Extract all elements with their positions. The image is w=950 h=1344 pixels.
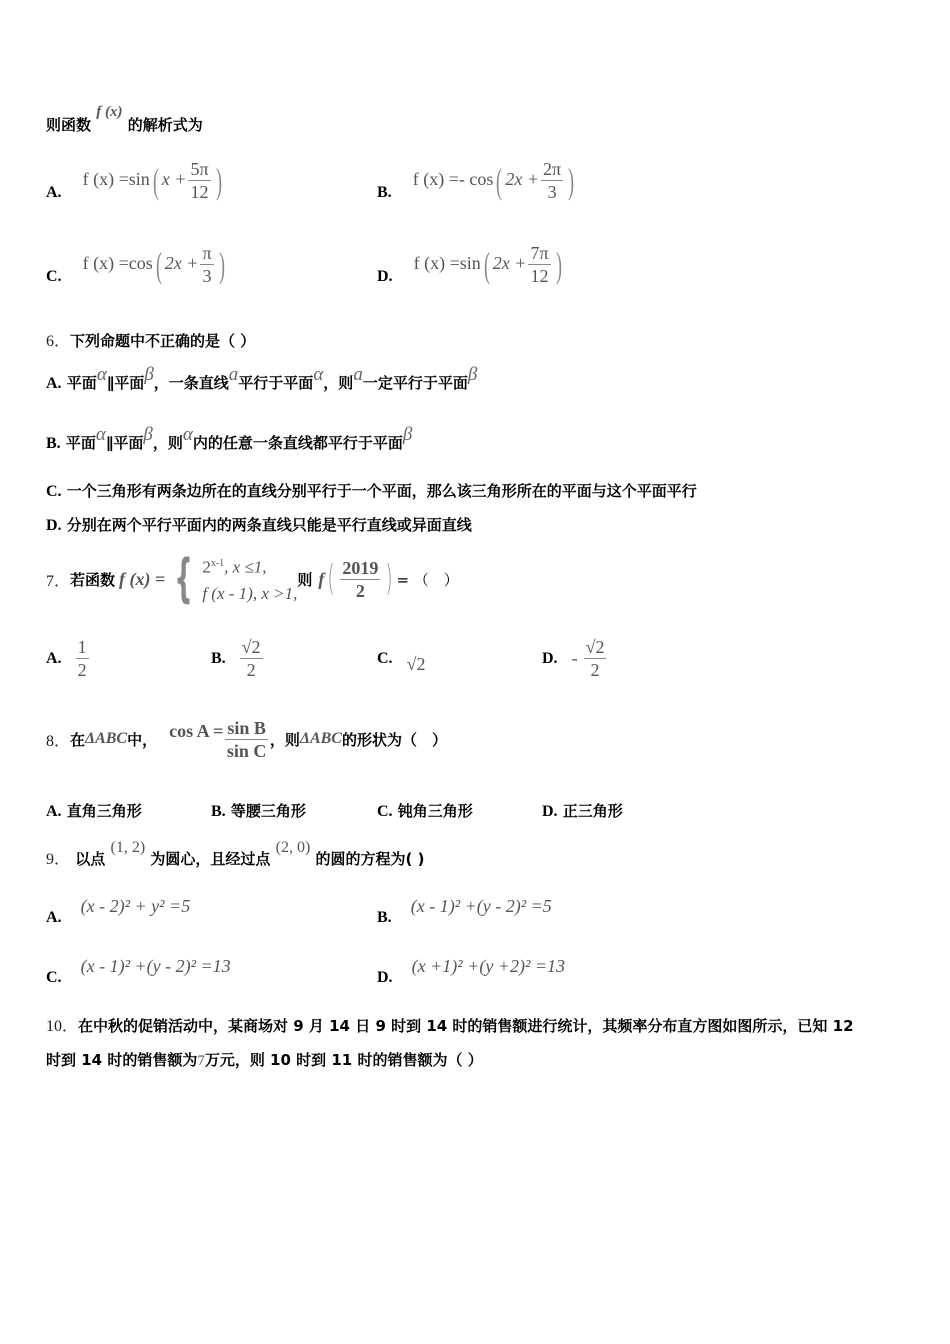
q9-stem: 9． 以点 (1, 2) 为圆心，且经过点 (2, 0) 的圆的方程为( ) — [46, 839, 425, 868]
brace-icon: { — [174, 549, 194, 609]
q9-option-a[interactable]: A. (x - 2)² + y² =5 — [46, 896, 191, 926]
q7-option-c[interactable]: C. √2 — [377, 649, 426, 674]
q6-option-a[interactable]: A. 平面α∥平面β，一条直线a平行于平面α，则a一定平行于平面β — [46, 364, 478, 392]
q9-option-d[interactable]: D. (x +1)² +(y +2)² =13 — [377, 956, 565, 986]
q7-stem: 7． 若函数 f (x) = { 2$^{x-1}$, x ≤1, f (x - 1), x >1, 则 f ( $\frac{2019}{2}$ ) = （ ） — [46, 549, 459, 609]
q8-option-d[interactable]: D. 正三角形 — [542, 802, 623, 820]
q5-option-a[interactable]: A. f (x) =sin( x + $\frac{5\pi}{12}$ ) — [46, 159, 222, 202]
q8-option-b[interactable]: B. 等腰三角形 — [211, 802, 306, 820]
q8-option-c[interactable]: C. 钝角三角形 — [377, 802, 473, 820]
q8-stem: 8． 在 ΔABC 中， cos A = $\frac{\text{sin B}}{\text{sin C}}$ ，则 ΔABC 的形状为（ ） — [46, 717, 447, 761]
q6-stem: 6．下列命题中不正确的是（ ） — [46, 332, 256, 350]
q5-option-c[interactable]: C. f (x) =cos( 2x + $\frac{\pi}{3}$ ) — [46, 243, 225, 286]
q7-option-b[interactable]: B. $\frac{√2}{2}$ — [211, 637, 261, 680]
q5-option-d[interactable]: D. f (x) =sin( 2x + $\frac{7\pi}{12}$ ) — [377, 243, 562, 286]
q6-option-d[interactable]: D. 分别在两个平行平面内的两条直线只能是平行直线或异面直线 — [46, 516, 472, 534]
q5-option-b[interactable]: B. f (x) =- cos( 2x + $\frac{2\pi}{3}$ ) — [377, 159, 575, 202]
q6-option-b[interactable]: B. 平面α∥平面β，则α内的任意一条直线都平行于平面β — [46, 424, 413, 452]
q10-stem-line2: 时到 14 时的销售额为7万元，则 10 时到 11 时的销售额为（ ） — [46, 1051, 483, 1069]
q7-option-d[interactable]: D. - $\frac{√2}{2}$ — [542, 637, 605, 680]
q10-stem-line1: 10．在中秋的促销活动中，某商场对 9 月 14 日 9 时到 14 时的销售额进行统计，其频率分布直方图如图所示，已知 12 — [46, 1017, 854, 1035]
q5-stem: 则函数 f (x) 的解析式为 — [46, 104, 203, 134]
q8-option-a[interactable]: A. 直角三角形 — [46, 802, 142, 820]
q9-option-c[interactable]: C. (x - 1)² +(y - 2)² =13 — [46, 956, 231, 986]
q6-option-c[interactable]: C. 一个三角形有两条边所在的直线分别平行于一个平面，那么该三角形所在的平面与这个平面平行 — [46, 482, 697, 500]
q9-option-b[interactable]: B. (x - 1)² +(y - 2)² =5 — [377, 896, 552, 926]
q7-option-a[interactable]: A. $\frac{1}{2}$ — [46, 637, 87, 680]
